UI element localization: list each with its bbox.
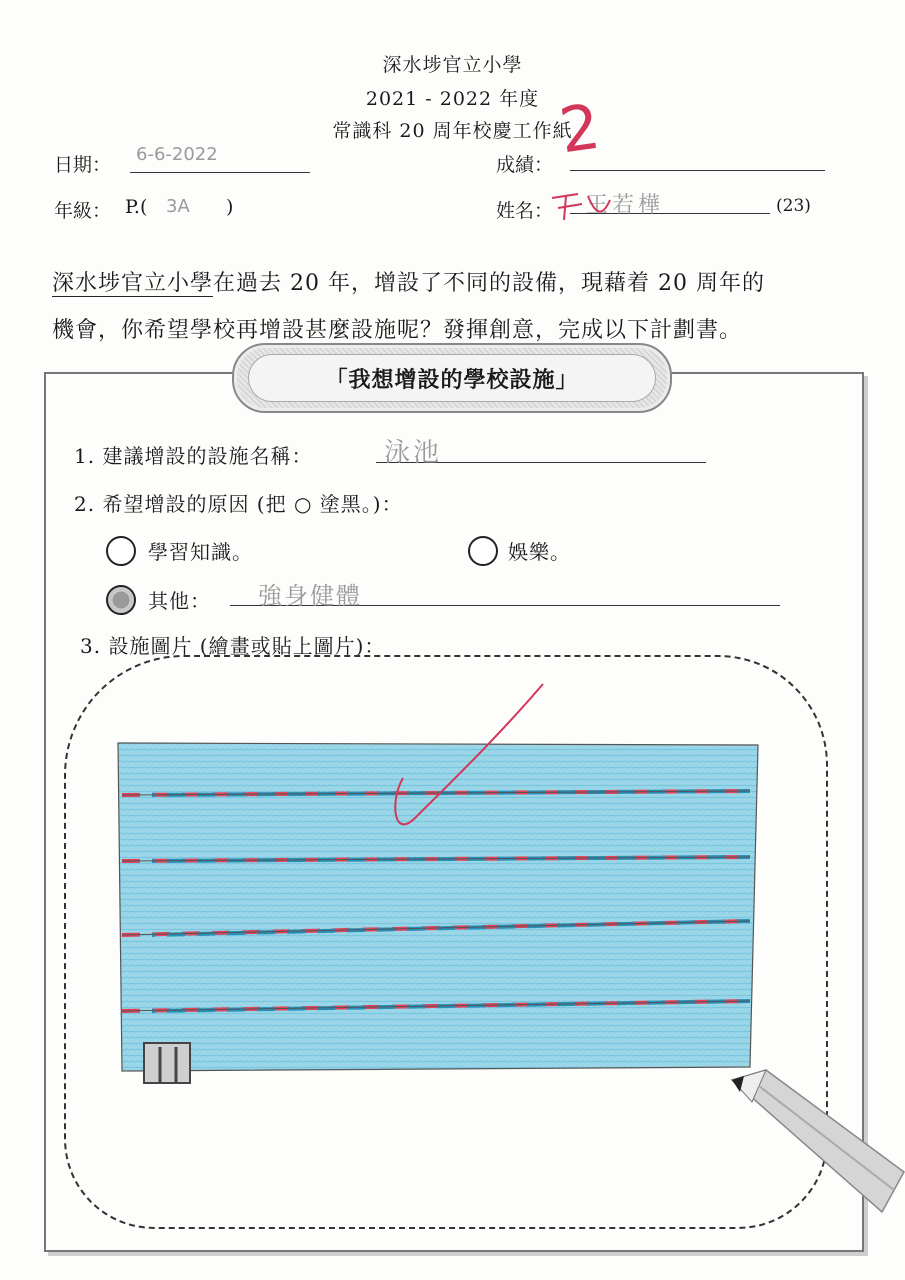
option-other-answer: 強身健體 [258, 582, 362, 610]
worksheet-title: 常識科 20 周年校慶工作紙 [332, 120, 573, 142]
title-banner [232, 343, 672, 413]
name-label: 姓名： [496, 200, 554, 222]
q3-label: 3. 設施圖片 (繪畫或貼上圖片)： [80, 634, 386, 658]
intro-text: 在過去 20 年，增設了不同的設備，現藉着 20 周年的 [213, 271, 765, 296]
q1-label: 1. 建議增設的設施名稱： [74, 444, 313, 468]
pencil-icon [722, 1062, 905, 1222]
option-learning-radio[interactable] [106, 536, 136, 566]
q2-label: 2. 希望增設的原因 (把 ○ 塗黑。)： [74, 492, 403, 516]
grade-prefix: P.( [125, 196, 148, 218]
grade-value: 3A [166, 196, 190, 217]
grade-label: 年級： [54, 200, 112, 222]
banner-title: 「我想增設的學校設施」 [248, 354, 656, 402]
q1-answer: 泳池 [384, 438, 443, 468]
option-entertainment-radio[interactable] [468, 536, 498, 566]
score-line [570, 170, 825, 171]
option-other-radio-filled[interactable] [106, 585, 136, 615]
grade-mark: 2 [555, 89, 605, 168]
option-other-label: 其他： [148, 589, 211, 613]
date-line [130, 172, 310, 173]
name-value: 王若樺 [586, 193, 665, 218]
school-year: 2021 - 2022 年度 [365, 88, 540, 110]
class-number: (23) [776, 196, 811, 216]
date-label: 日期： [54, 154, 112, 176]
intro-line-2: 機會，你希望學校再增設甚麼設施呢？發揮創意，完成以下計劃書。 [52, 318, 743, 343]
intro-line-1 [52, 266, 887, 297]
intro-school-name: 深水埗官立小學 [52, 271, 214, 296]
grade-suffix: ) [226, 196, 234, 218]
option-entertainment-label: 娛樂。 [508, 540, 571, 564]
school-name: 深水埗官立小學 [382, 54, 523, 76]
name-correction-mark [548, 186, 618, 226]
pool-ladder [144, 1043, 190, 1083]
teacher-tick-mark [385, 680, 555, 840]
option-learning-label: 學習知識。 [148, 540, 253, 564]
date-value: 6-6-2022 [136, 144, 218, 165]
score-label: 成績： [496, 154, 554, 176]
